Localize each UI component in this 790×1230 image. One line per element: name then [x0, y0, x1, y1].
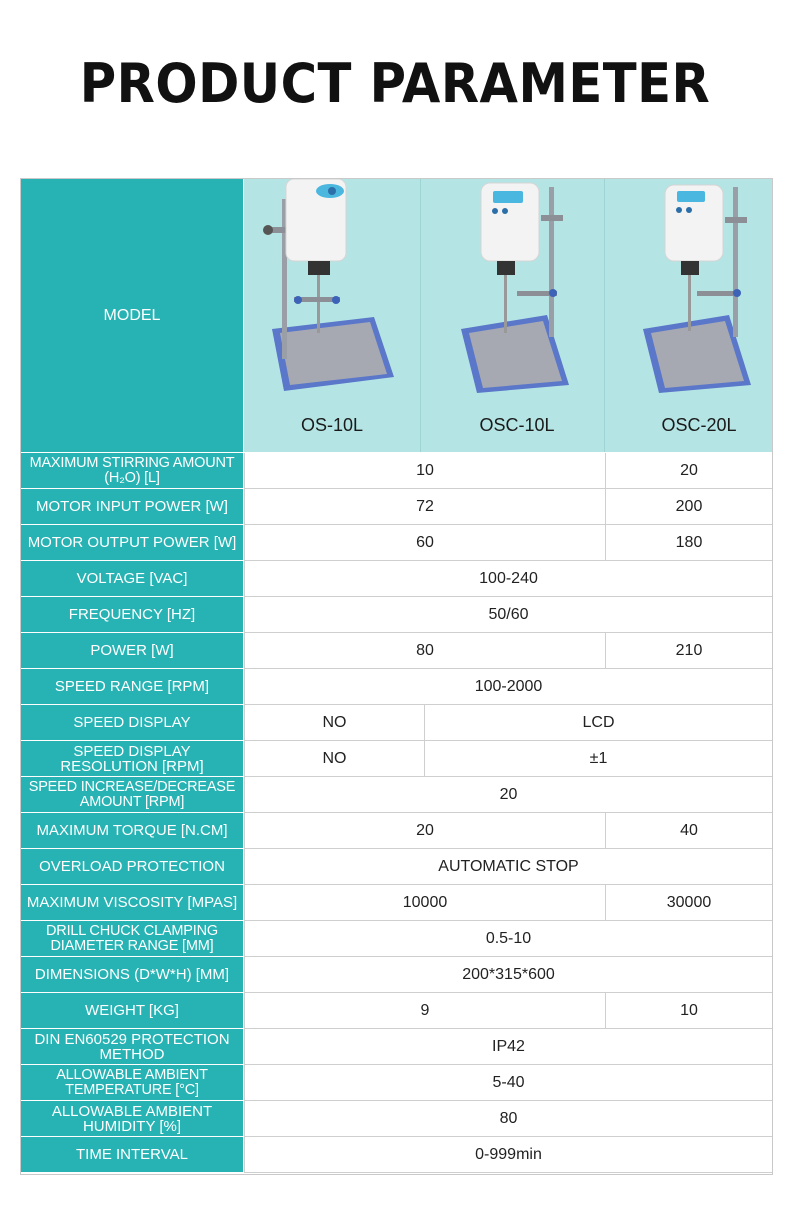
row-label: SPEED DISPLAY [21, 705, 243, 741]
row-value: 30000 [605, 885, 772, 921]
row-value: 20 [605, 453, 772, 489]
model-image-panel [244, 179, 772, 452]
row-value: 80 [244, 1101, 772, 1137]
row-value: 200*315*600 [244, 957, 772, 993]
row-value: 100-240 [244, 561, 772, 597]
row-value: NO [244, 741, 424, 777]
model-name-osc-10l: OSC-10L [479, 415, 555, 435]
row-label: MAXIMUM STIRRING AMOUNT (H₂O) [L] [21, 453, 243, 489]
row-value: 10 [605, 993, 772, 1029]
row-label: SPEED RANGE [RPM] [21, 669, 243, 705]
row-value: 80 [244, 633, 605, 669]
row-label: VOLTAGE [VAC] [21, 561, 243, 597]
row-label: DIN EN60529 PROTECTION METHOD [21, 1029, 243, 1065]
row-label: ALLOWABLE AMBIENT HUMIDITY [%] [21, 1101, 243, 1137]
row-value: IP42 [244, 1029, 772, 1065]
model-name-osc-20l: OSC-20L [661, 415, 737, 435]
row-label: SPEED INCREASE/DECREASE AMOUNT [RPM] [21, 777, 243, 813]
row-label: TIME INTERVAL [21, 1137, 243, 1173]
row-label: ALLOWABLE AMBIENT TEMPERATURE [°C] [21, 1065, 243, 1101]
row-value: 20 [244, 777, 772, 813]
page-title: PRODUCT PARAMETER [79, 52, 711, 115]
row-value: 40 [605, 813, 772, 849]
row-label: SPEED DISPLAY RESOLUTION [RPM] [21, 741, 243, 777]
row-value: NO [244, 705, 424, 741]
row-value: 5-40 [244, 1065, 772, 1101]
row-value: 100-2000 [244, 669, 772, 705]
parameter-table [20, 178, 773, 1175]
row-value: 210 [605, 633, 772, 669]
row-value: ±1 [424, 741, 772, 777]
row-value: 50/60 [244, 597, 772, 633]
model-header-label: MODEL [21, 179, 243, 453]
row-label: FREQUENCY [HZ] [21, 597, 243, 633]
row-label: MOTOR INPUT POWER [W] [21, 489, 243, 525]
row-value: 180 [605, 525, 772, 561]
row-label: WEIGHT [KG] [21, 993, 243, 1029]
row-label: MOTOR OUTPUT POWER [W] [21, 525, 243, 561]
row-label: MAXIMUM TORQUE [N.CM] [21, 813, 243, 849]
row-value: 20 [244, 813, 605, 849]
row-value: 200 [605, 489, 772, 525]
row-value: 72 [244, 489, 605, 525]
model-name-os-10l: OS-10L [300, 415, 364, 435]
row-label: DRILL CHUCK CLAMPING DIAMETER RANGE [MM] [21, 921, 243, 957]
row-value: AUTOMATIC STOP [244, 849, 772, 885]
row-value: 10000 [244, 885, 605, 921]
stirrer-osc-20l-image [611, 179, 787, 417]
row-value: 0.5-10 [244, 921, 772, 957]
row-label: POWER [W] [21, 633, 243, 669]
row-label: OVERLOAD PROTECTION [21, 849, 243, 885]
row-label: MAXIMUM VISCOSITY [MPAS] [21, 885, 243, 921]
stirrer-os-10l-image [244, 179, 420, 417]
row-label: DIMENSIONS (D*W*H) [MM] [21, 957, 243, 993]
row-value: 0-999min [244, 1137, 772, 1173]
row-value: 10 [244, 453, 605, 489]
row-value: LCD [424, 705, 772, 741]
stirrer-osc-10l-image [429, 179, 605, 417]
row-value: 60 [244, 525, 605, 561]
row-value: 9 [244, 993, 605, 1029]
